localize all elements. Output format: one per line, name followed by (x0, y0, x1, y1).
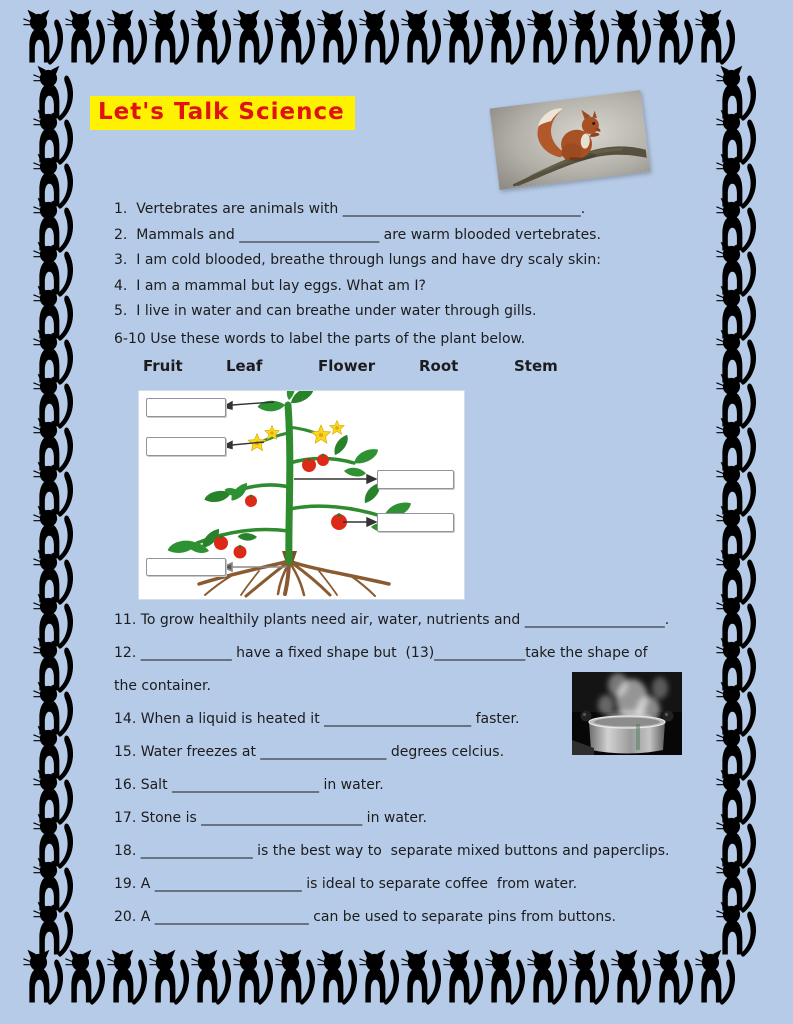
question-12-line-2: the container. (114, 678, 211, 694)
black-cat-icon (653, 8, 693, 66)
black-cat-icon (401, 8, 441, 66)
question-12-line-1: 12. _____________ have a fixed shape but (13)_____________take the shape of (114, 645, 648, 661)
black-cat-icon (695, 8, 735, 66)
black-cat-icon (359, 948, 399, 1006)
word-bank-leaf: Leaf (226, 357, 263, 375)
black-cat-icon (149, 948, 189, 1006)
word-bank (114, 357, 674, 379)
black-cat-icon (275, 948, 315, 1006)
plant-label-box-3[interactable] (377, 470, 454, 489)
black-cat-icon (527, 8, 567, 66)
black-cat-icon (527, 948, 567, 1006)
question-11: 11. To grow healthily plants need air, water, nutrients and ____________________. (114, 612, 670, 628)
question-3: 3. I am cold blooded, breathe through lungs and have dry scaly skin: (114, 252, 601, 268)
black-cat-icon (443, 8, 483, 66)
question-4: 4. I am a mammal but lay eggs. What am I? (114, 277, 426, 294)
cat-border-left (33, 64, 73, 944)
black-cat-icon (359, 8, 399, 66)
plant-label-box-5[interactable] (146, 558, 226, 576)
black-cat-icon (485, 948, 525, 1006)
cat-border-bottom (23, 948, 735, 1006)
black-cat-icon (233, 8, 273, 66)
steaming-pot-photo (572, 672, 682, 755)
questions-1-5 (114, 199, 734, 321)
word-bank-flower: Flower (318, 357, 376, 375)
question-2: 2. Mammals and ____________________ are warm blooded vertebrates. (114, 226, 601, 243)
squirrel-photo (490, 90, 651, 190)
plant-diagram-panel (138, 390, 465, 600)
black-cat-icon (23, 8, 63, 66)
word-bank-stem: Stem (514, 357, 558, 375)
question-14: 14. When a liquid is heated it _____________________ faster. (114, 711, 520, 727)
plant-instruction: 6-10 Use these words to label the parts of the plant below. (114, 331, 526, 347)
word-bank-fruit: Fruit (143, 357, 183, 375)
black-cat-icon (107, 8, 147, 66)
question-15: 15. Water freezes at __________________ degrees celcius. (114, 744, 505, 760)
black-cat-icon (653, 948, 693, 1006)
plant-label-box-1[interactable] (146, 398, 226, 417)
black-cat-icon (275, 8, 315, 66)
page-title: Let's Talk Science (90, 96, 355, 130)
black-cat-icon (443, 948, 483, 1006)
black-cat-icon (317, 948, 357, 1006)
black-cat-icon (401, 948, 441, 1006)
black-cat-icon (149, 8, 189, 66)
black-cat-icon (191, 8, 231, 66)
question-18: 18. ________________ is the best way to separate mixed buttons and paperclips. (114, 843, 670, 859)
question-5: 5. I live in water and can breathe under water through gills. (114, 303, 537, 319)
question-16: 16. Salt _____________________ in water. (114, 777, 384, 793)
black-cat-icon (569, 8, 609, 66)
cat-border-top (23, 8, 735, 66)
plant-label-box-4[interactable] (377, 513, 454, 532)
black-cat-icon (611, 948, 651, 1006)
black-cat-icon (611, 8, 651, 66)
word-bank-root: Root (419, 357, 459, 375)
question-17: 17. Stone is _______________________ in water. (114, 810, 427, 826)
black-cat-icon (485, 8, 525, 66)
question-19: 19. A _____________________ is ideal to separate coffee from water. (114, 876, 578, 892)
plant-label-box-2[interactable] (146, 437, 226, 456)
black-cat-icon (233, 948, 273, 1006)
question-1: 1. Vertebrates are animals with __________________________________. (114, 201, 586, 217)
questions-11-20 (114, 610, 739, 927)
black-cat-icon (65, 8, 105, 66)
black-cat-icon (107, 948, 147, 1006)
black-cat-icon (33, 900, 73, 958)
question-20: 20. A ______________________ can be used to separate pins from buttons. (114, 909, 616, 925)
black-cat-icon (569, 948, 609, 1006)
black-cat-icon (191, 948, 231, 1006)
black-cat-icon (317, 8, 357, 66)
